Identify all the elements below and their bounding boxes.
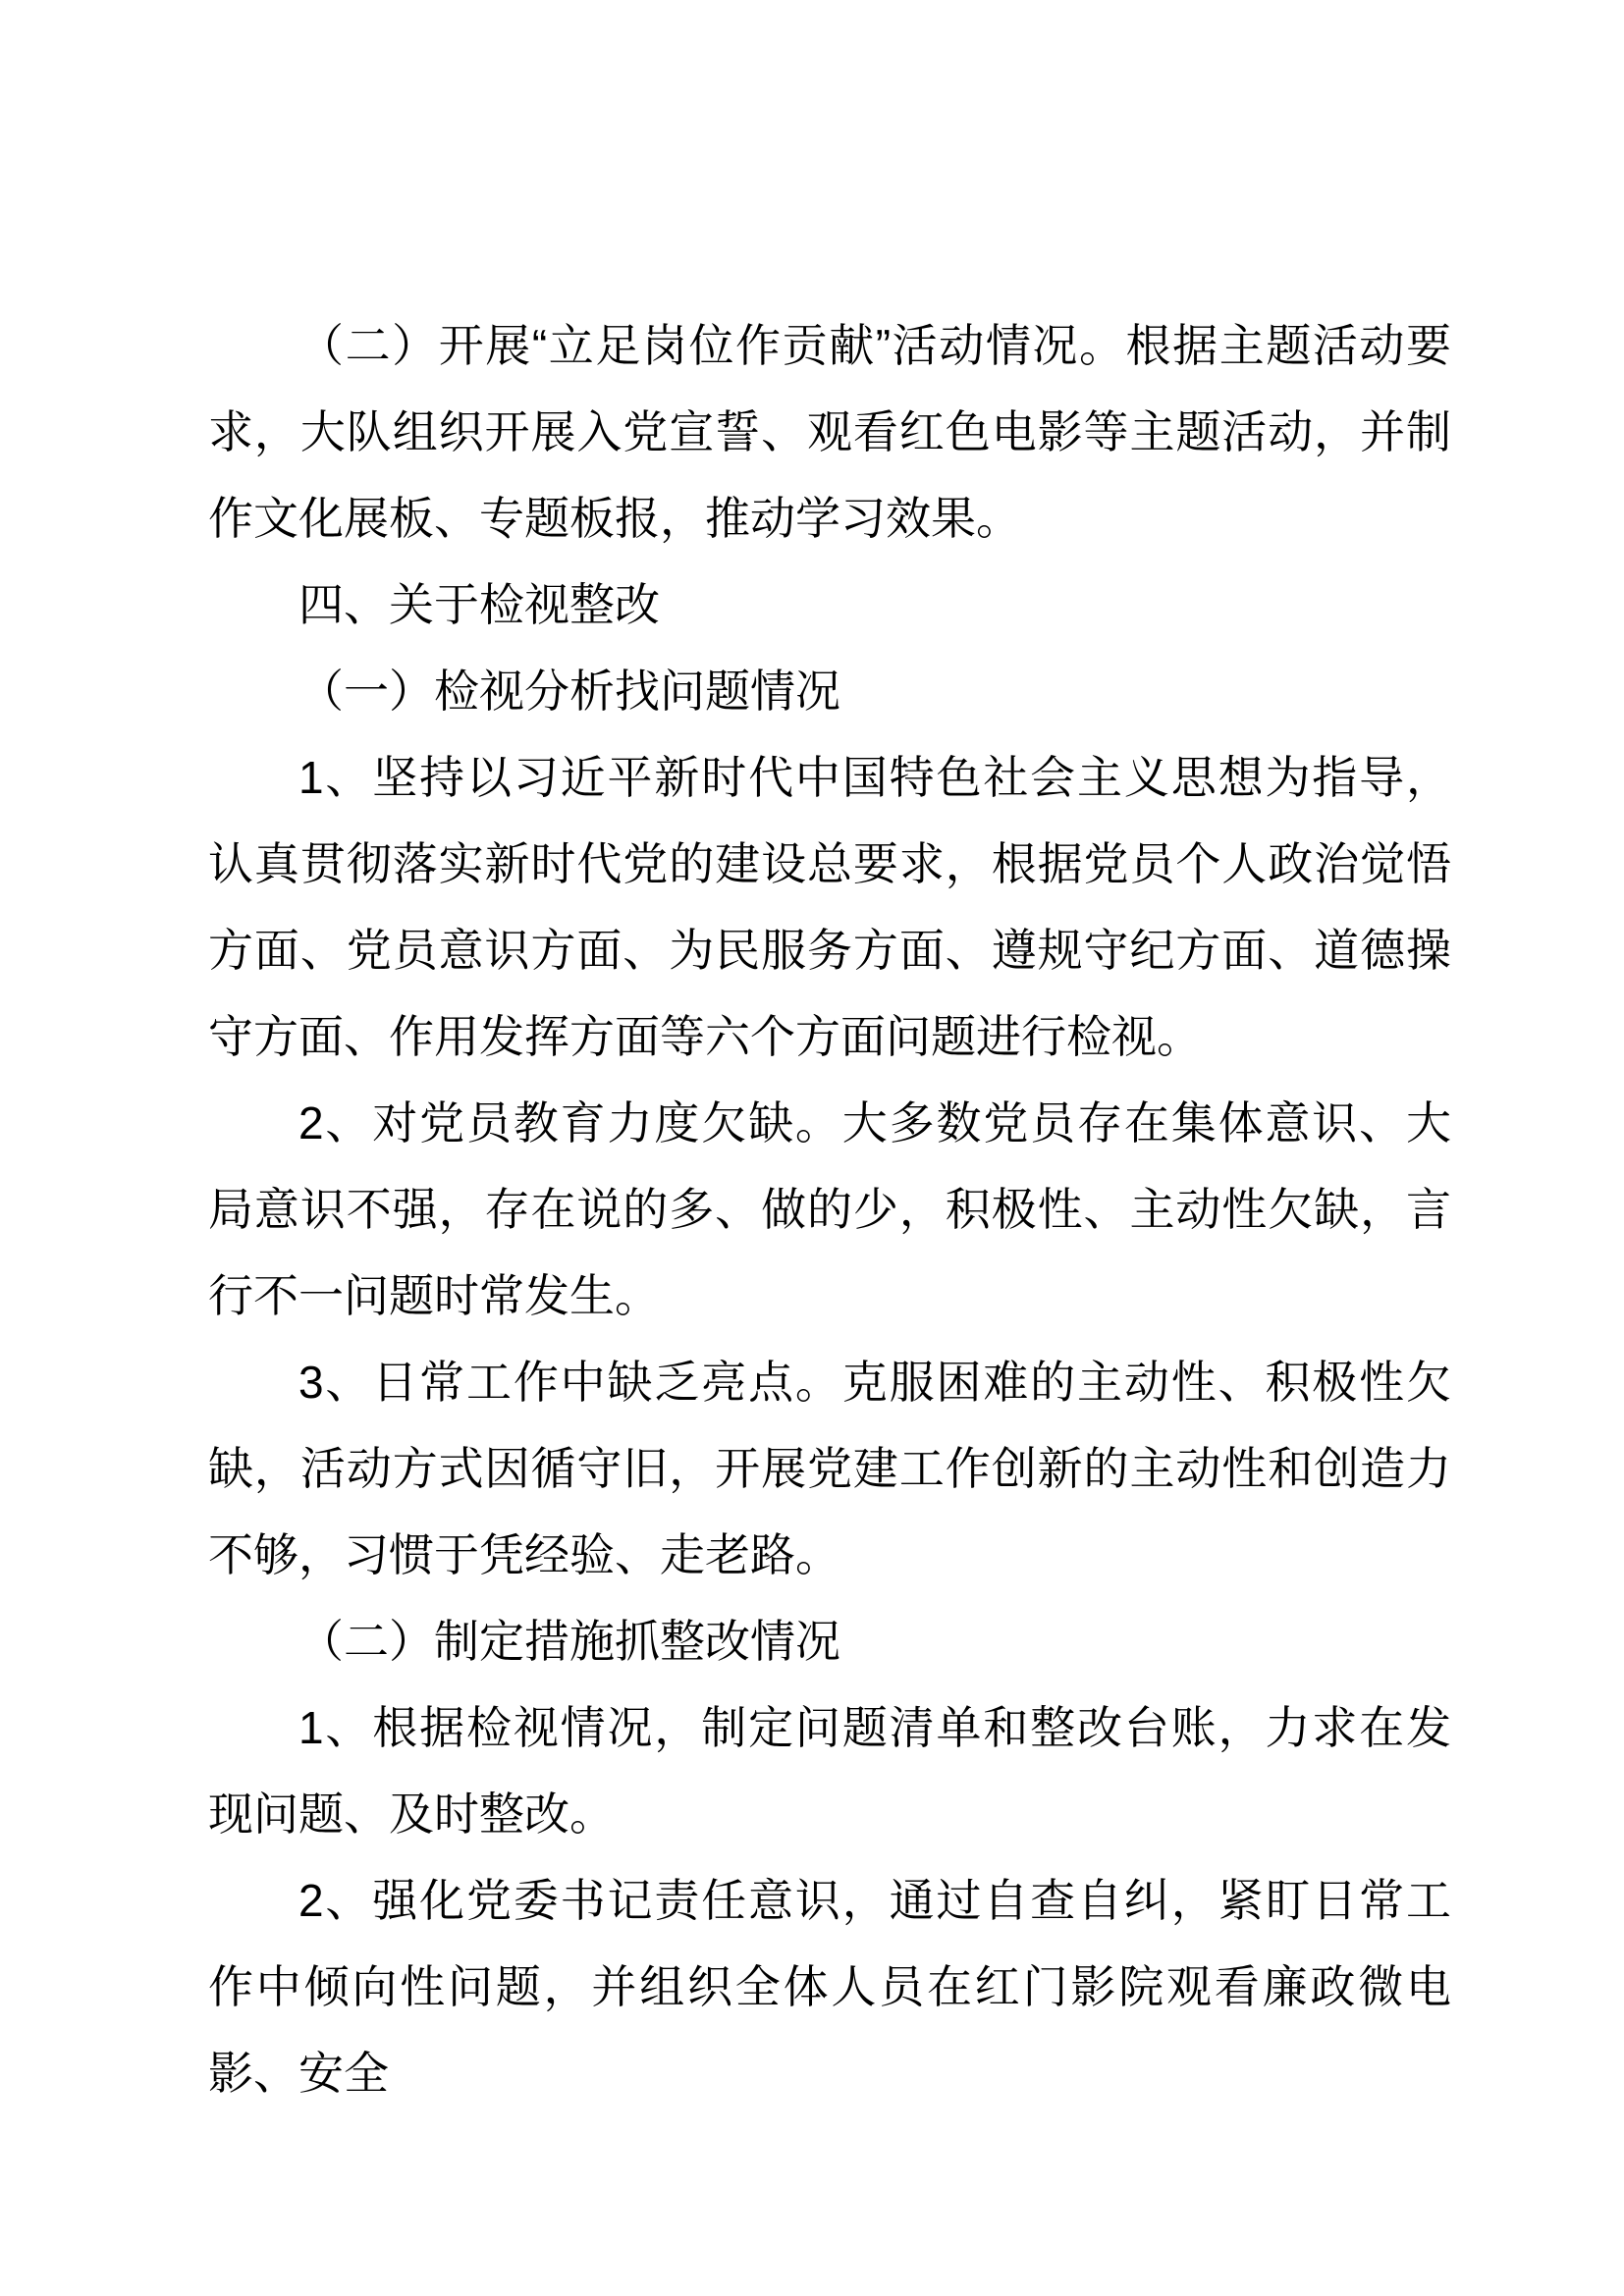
body-paragraph-rectify-1: 1、根据检视情况，制定问题清单和整改台账，力求在发现问题、及时整改。 — [208, 1702, 1451, 1840]
subsection-heading-4-2: （二）制定措施抓整改情况 — [298, 1616, 840, 1667]
body-paragraph-activities: （二）开展“立足岗位作贡献”活动情况。根据主题活动要求，大队组织开展入党宣誓、观看红色电影等主题活动，并制作文化展板、专题板报，推动学习效果。 — [208, 320, 1451, 544]
subsection-heading-4-1: （一）检视分析找问题情况 — [298, 666, 840, 717]
body-paragraph-item-1: 1、坚持以习近平新时代中国特色社会主义思想为指导，认真贯彻落实新时代党的建设总要求，根据党员个人政治觉悟方面、党员意识方面、为民服务方面、遵规守纪方面、道德操守方面、作用发挥方面等六个方面问题进行检视。 — [208, 752, 1451, 1062]
body-paragraph-item-2: 2、对党员教育力度欠缺。大多数党员存在集体意识、大局意识不强，存在说的多、做的少，积极性、主动性欠缺，言行不一问题时常发生。 — [208, 1097, 1451, 1321]
section-heading-4: 四、关于检视整改 — [298, 579, 660, 630]
body-paragraph-item-3: 3、日常工作中缺乏亮点。克服困难的主动性、积极性欠缺，活动方式因循守旧，开展党建工作创新的主动性和创造力不够，习惯于凭经验、走老路。 — [208, 1357, 1451, 1580]
body-paragraph-rectify-2: 2、强化党委书记责任意识，通过自查自纠，紧盯日常工作中倾向性问题，并组织全体人员在红门影院观看廉政微电影、安全 — [208, 1875, 1451, 2099]
